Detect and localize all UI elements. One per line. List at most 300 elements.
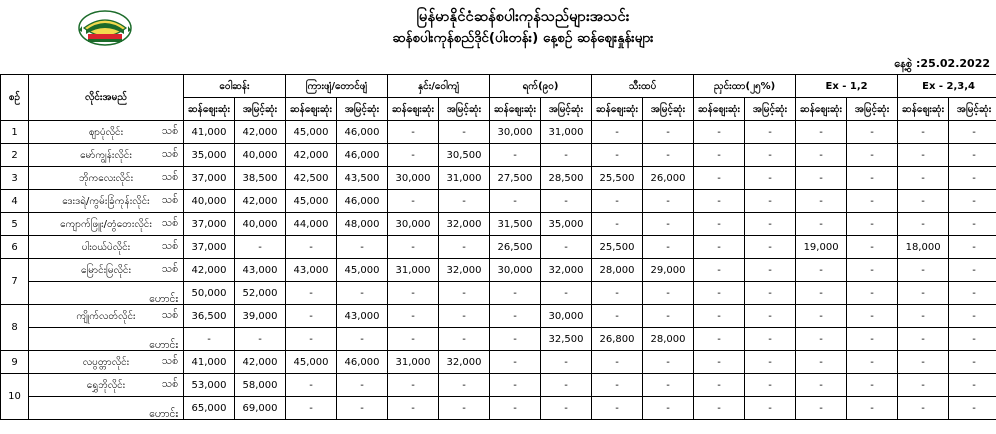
table-row [1,259,996,282]
price-cell: - [694,144,745,167]
document-title: မြန်မာနိုင်ငံဆန်စပါးကုန်သည်များအသင်း [416,9,630,25]
price-cell: - [745,397,796,420]
price-cell: - [592,351,643,374]
header-group-5: ညှင်းထာ(၂၅%) [694,75,796,98]
price-cell: 31,000 [541,121,592,144]
price-cell: 42,000 [286,144,337,167]
price-cell: 27,500 [490,167,541,190]
price-cell: - [490,144,541,167]
line-name-cell [29,259,184,282]
price-cell: - [643,121,694,144]
price-cell: - [592,282,643,305]
price-cell: 43,000 [286,259,337,282]
price-cell: - [439,397,490,420]
price-cell: - [592,397,643,420]
price-cell: 31,000 [439,167,490,190]
price-cell: - [286,374,337,397]
crop-type-tag: သစ် [161,308,178,321]
price-cell: 52,000 [235,282,286,305]
price-cell: - [643,351,694,374]
line-name-cell [29,213,184,236]
price-cell: - [541,374,592,397]
price-cell: 31,500 [490,213,541,236]
line-name-cell-secondary [29,282,184,305]
line-name: ပါးဝယ်ပဲလိုင်း [81,241,131,253]
price-cell: 30,500 [439,144,490,167]
price-cell: 30,000 [388,167,439,190]
price-cell: 38,500 [235,167,286,190]
price-cell: - [898,351,949,374]
price-cell: 58,000 [235,374,286,397]
price-cell: - [439,190,490,213]
document-subtitle: ဆန်စပါးကုန်စည်ဒိုင်(ပါးတန်း) နေ့စဉ် ဆန်ဈေးနှုန်းများ [392,30,654,46]
price-cell: 25,500 [592,167,643,190]
price-cell: - [847,236,898,259]
subheader-min-7: ဆန်ဈေးဆုံး [898,98,949,121]
price-cell: - [592,374,643,397]
row-index: 3 [1,167,29,190]
price-cell: 40,000 [184,190,235,213]
price-cell: - [643,213,694,236]
price-cell: - [796,374,847,397]
price-cell: 42,000 [235,351,286,374]
price-cell: - [796,213,847,236]
price-cell: 28,000 [643,328,694,351]
price-cell: - [592,190,643,213]
price-cell: - [694,328,745,351]
price-cell: - [898,282,949,305]
price-cell: - [949,190,996,213]
crop-type-tag: ဟောင်း [149,408,178,420]
price-cell: - [439,282,490,305]
price-cell: - [949,305,996,328]
price-cell: 40,000 [235,213,286,236]
subheader-min-4: ဆန်ဈေးဆုံး [592,98,643,121]
price-cell: - [898,305,949,328]
price-cell: - [541,144,592,167]
price-cell: 46,000 [337,144,388,167]
rice-price-table [0,74,996,420]
price-cell: - [643,374,694,397]
price-cell: 30,000 [490,121,541,144]
table-row [1,351,996,374]
price-cell: - [898,374,949,397]
price-cell: - [643,282,694,305]
price-cell: 42,500 [286,167,337,190]
price-cell: - [847,351,898,374]
price-cell: - [847,190,898,213]
table-row [1,121,996,144]
crop-type-tag: သစ် [161,239,178,252]
price-cell: 46,000 [337,190,388,213]
crop-type-tag: သစ် [161,147,178,160]
price-cell: - [490,374,541,397]
price-cell: - [796,397,847,420]
line-name-cell [29,190,184,213]
price-cell: 43,000 [235,259,286,282]
price-cell: - [847,259,898,282]
price-cell: 26,500 [490,236,541,259]
price-cell: - [541,397,592,420]
price-cell: 42,000 [184,259,235,282]
row-index: 1 [1,121,29,144]
price-cell: - [643,305,694,328]
price-cell: - [388,282,439,305]
price-cell: - [898,259,949,282]
price-cell: - [541,236,592,259]
price-cell: 37,000 [184,213,235,236]
price-cell: - [490,305,541,328]
price-cell: - [949,259,996,282]
price-cell: - [745,167,796,190]
price-cell: - [286,328,337,351]
price-cell: 35,000 [541,213,592,236]
price-cell: 65,000 [184,397,235,420]
header-group-6: Ex - 1,2 [796,75,898,98]
line-name: ဘိုကလေးလိုင်း [78,172,134,184]
subheader-max-1: အမြင့်ဆုံး [337,98,388,121]
price-cell: - [592,305,643,328]
price-cell: - [439,374,490,397]
price-cell: - [388,305,439,328]
price-cell: - [337,397,388,420]
header-group-1: ကြားဖျံ/တောင်ဖျံ [286,75,388,98]
table-row [1,397,996,420]
price-cell: - [286,236,337,259]
price-cell: 50,000 [184,282,235,305]
price-cell: - [847,144,898,167]
price-cell: 30,000 [388,213,439,236]
price-cell: - [439,305,490,328]
crop-type-tag: သစ် [161,354,178,367]
price-cell: - [286,397,337,420]
subheader-min-6: ဆန်ဈေးဆုံး [796,98,847,121]
price-cell: 29,000 [643,259,694,282]
table-body [1,121,996,420]
table-row [1,374,996,397]
price-cell: - [949,144,996,167]
price-cell: 42,000 [235,121,286,144]
crop-type-tag: သစ် [161,170,178,183]
price-cell: - [286,282,337,305]
subheader-min-0: ဆန်ဈေးဆုံး [184,98,235,121]
price-cell: 37,000 [184,236,235,259]
price-cell: 40,000 [235,144,286,167]
header-group-7: Ex - 2,3,4 [898,75,996,98]
price-cell: - [898,144,949,167]
price-cell: - [745,144,796,167]
price-cell: - [847,121,898,144]
price-cell: - [694,236,745,259]
header-no: စဉ် [1,75,29,121]
line-name-cell [29,236,184,259]
table-row [1,144,996,167]
price-cell: - [745,328,796,351]
header-group-3: ရက်(၉၀) [490,75,592,98]
price-cell: 46,000 [337,121,388,144]
crop-type-tag: သစ် [161,193,178,206]
line-name: မော်ကျွန်းလိုင်း [80,149,132,161]
table-row [1,236,996,259]
crop-type-tag: သစ် [161,216,178,229]
header-line-name: လိုင်းအမည် [29,75,184,121]
price-cell: - [388,374,439,397]
price-cell: 32,000 [439,259,490,282]
price-cell: - [898,190,949,213]
price-cell: - [796,351,847,374]
price-cell: 53,000 [184,374,235,397]
subheader-max-5: အမြင့်ဆုံး [745,98,796,121]
price-cell: - [796,328,847,351]
row-index: 5 [1,213,29,236]
price-cell: 43,500 [337,167,388,190]
price-cell: - [541,190,592,213]
price-cell: - [388,328,439,351]
subheader-max-7: အမြင့်ဆုံး [949,98,996,121]
subheader-max-3: အမြင့်ဆုံး [541,98,592,121]
price-cell: - [694,305,745,328]
line-name-cell [29,351,184,374]
price-cell: 19,000 [796,236,847,259]
subheader-min-5: ဆန်ဈေးဆုံး [694,98,745,121]
price-cell: - [286,305,337,328]
price-cell: - [643,236,694,259]
price-cell: 45,000 [286,351,337,374]
price-cell: 39,000 [235,305,286,328]
line-name-cell-secondary [29,328,184,351]
price-cell: - [439,121,490,144]
crop-type-tag: ဟောင်း [149,339,178,351]
price-cell: 41,000 [184,351,235,374]
price-cell: - [796,282,847,305]
price-cell: - [847,213,898,236]
price-cell: - [847,328,898,351]
price-cell: 35,000 [184,144,235,167]
price-cell: - [796,144,847,167]
price-cell: - [847,305,898,328]
price-cell: - [643,190,694,213]
price-cell: - [745,121,796,144]
price-cell: - [949,328,996,351]
price-cell: - [796,259,847,282]
title-block [210,6,996,49]
price-cell: - [643,397,694,420]
price-cell: - [949,167,996,190]
price-cell: - [337,282,388,305]
price-cell: 30,000 [490,259,541,282]
header-group-4: သီးထပ် [592,75,694,98]
price-cell: 46,000 [337,351,388,374]
line-name-cell [29,167,184,190]
price-cell: 28,000 [592,259,643,282]
price-cell: 37,000 [184,167,235,190]
price-cell: - [949,397,996,420]
price-cell: 45,000 [286,121,337,144]
line-name-cell [29,121,184,144]
price-cell: - [388,144,439,167]
table-row [1,190,996,213]
price-cell: - [490,351,541,374]
row-index: 10 [1,374,29,420]
crop-type-tag: သစ် [161,377,178,390]
price-cell: - [439,236,490,259]
price-cell: 43,000 [337,305,388,328]
row-index: 2 [1,144,29,167]
row-index: 8 [1,305,29,351]
price-cell: - [694,121,745,144]
price-cell: - [643,144,694,167]
price-cell: - [796,121,847,144]
price-cell: - [694,259,745,282]
price-cell: - [949,213,996,236]
table-row [1,282,996,305]
subheader-max-4: အမြင့်ဆုံး [643,98,694,121]
subheader-min-2: ဆန်ဈေးဆုံး [388,98,439,121]
price-cell: - [847,374,898,397]
price-cell: - [745,374,796,397]
crop-type-tag: သစ် [161,124,178,137]
price-cell: - [592,121,643,144]
document-header [0,0,996,56]
crop-type-tag: သစ် [161,262,178,275]
price-cell: - [847,282,898,305]
price-cell: 69,000 [235,397,286,420]
price-cell: - [694,351,745,374]
price-cell: 18,000 [898,236,949,259]
price-cell: - [898,328,949,351]
subheader-max-6: အမြင့်ဆုံး [847,98,898,121]
price-cell: - [745,282,796,305]
logo-container [0,6,210,48]
price-cell: - [337,328,388,351]
row-index: 4 [1,190,29,213]
price-cell: - [694,374,745,397]
price-cell: - [949,282,996,305]
subheader-min-1: ဆန်ဈေးဆုံး [286,98,337,121]
price-cell: - [847,167,898,190]
line-name: မြောင်းမြလိုင်း [80,264,132,276]
price-cell: - [337,236,388,259]
price-cell: - [592,144,643,167]
price-cell: - [388,236,439,259]
price-cell: - [898,121,949,144]
price-cell: - [235,236,286,259]
price-cell: - [694,190,745,213]
row-index: 9 [1,351,29,374]
table-row [1,213,996,236]
price-cell: - [745,351,796,374]
price-cell: - [898,213,949,236]
mrf-logo-icon [76,8,134,48]
price-cell: - [592,213,643,236]
price-cell: - [796,190,847,213]
line-name: ကျိုက်လတ်လိုင်း [76,310,136,322]
price-cell: - [745,305,796,328]
table-row [1,167,996,190]
price-cell: 25,500 [592,236,643,259]
row-index: 7 [1,259,29,305]
subheader-max-2: အမြင့်ဆုံး [439,98,490,121]
price-cell: - [949,351,996,374]
header-group-2: နှင်း/ဝေါကျံ [388,75,490,98]
price-cell: - [490,397,541,420]
table-header-groups [1,75,996,98]
price-cell: - [898,167,949,190]
price-cell: - [949,374,996,397]
row-index: 6 [1,236,29,259]
line-name: ဈာပုံလိုင်း [88,126,124,138]
price-cell: - [745,213,796,236]
line-name: ဒေးဒရဲ/ကွမ်းခြံကုန်းလိုင်း [62,195,150,207]
price-cell: - [490,282,541,305]
price-cell: - [847,397,898,420]
price-cell: 32,000 [439,351,490,374]
price-cell: - [439,328,490,351]
line-name-cell [29,305,184,328]
price-cell: 32,000 [439,213,490,236]
price-cell: 30,000 [541,305,592,328]
price-cell: - [337,374,388,397]
price-cell: 42,000 [235,190,286,213]
price-cell: - [490,328,541,351]
price-cell: - [796,167,847,190]
line-name-cell-secondary [29,397,184,420]
price-cell: - [898,397,949,420]
line-name: လပွတ္တာလိုင်း [82,356,130,368]
price-cell: - [694,282,745,305]
price-cell: - [388,397,439,420]
line-name: ရွှေဘိုလိုင်း [86,379,126,391]
table-row [1,328,996,351]
price-cell: - [745,190,796,213]
price-cell: - [694,397,745,420]
line-name-cell [29,374,184,397]
price-cell: 26,000 [643,167,694,190]
price-cell: - [694,167,745,190]
price-cell: 36,500 [184,305,235,328]
price-cell: 31,000 [388,259,439,282]
document-date: နေ့စွဲ :25.02.2022 [894,57,990,70]
price-cell: - [541,282,592,305]
price-cell: - [745,259,796,282]
price-cell: - [541,351,592,374]
price-cell: 48,000 [337,213,388,236]
price-cell: 45,000 [337,259,388,282]
line-name-cell [29,144,184,167]
price-cell: 44,000 [286,213,337,236]
price-cell: - [796,305,847,328]
price-cell: - [184,328,235,351]
price-cell: - [388,121,439,144]
price-cell: 31,000 [388,351,439,374]
price-cell: 26,800 [592,328,643,351]
price-cell: - [490,190,541,213]
price-cell: - [235,328,286,351]
price-cell: 32,000 [541,259,592,282]
crop-type-tag: ဟောင်း [149,293,178,305]
price-cell: - [949,236,996,259]
price-cell: - [694,213,745,236]
subheader-max-0: အမြင့်ဆုံး [235,98,286,121]
line-name: ကျောက်ဖြူး/တွံတေးလိုင်း [60,218,152,230]
header-group-0: ဝေါဆန်း [184,75,286,98]
price-cell: 41,000 [184,121,235,144]
price-cell: 28,500 [541,167,592,190]
table-row [1,305,996,328]
price-cell: - [949,121,996,144]
price-cell: 32,500 [541,328,592,351]
price-cell: 45,000 [286,190,337,213]
